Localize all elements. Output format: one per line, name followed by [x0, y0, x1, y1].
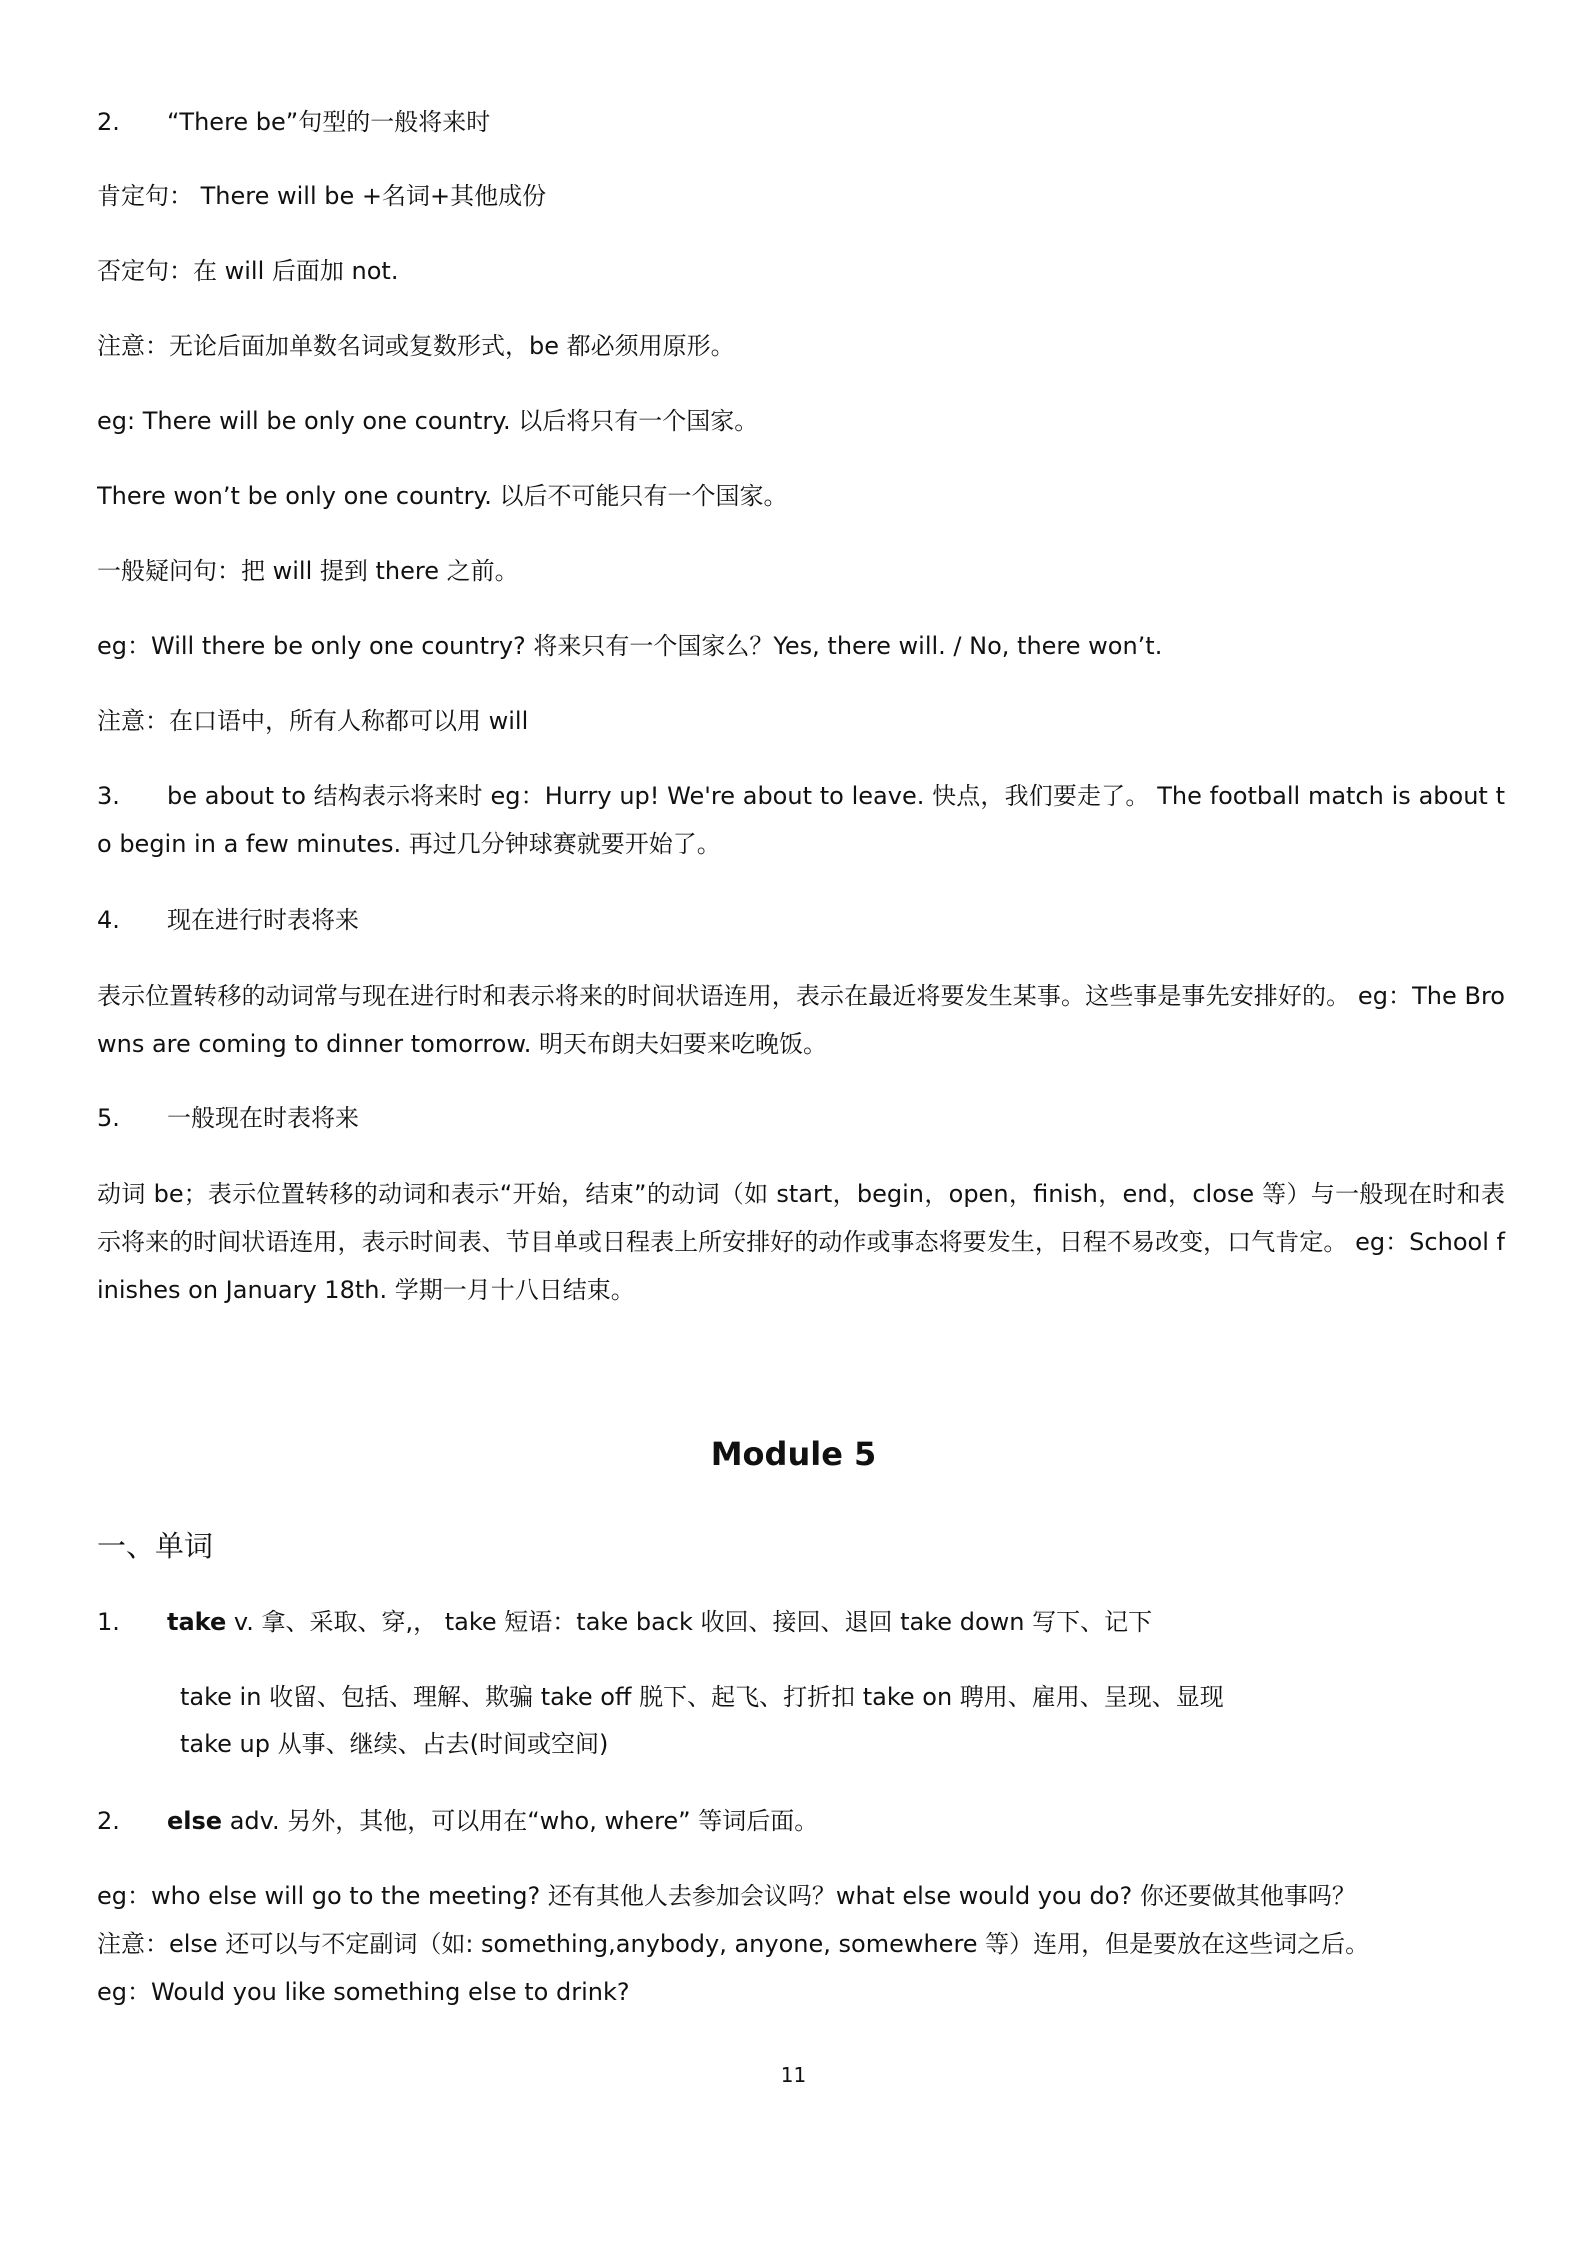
words-heading: 一、单词 [97, 1529, 214, 1563]
section-2-title [97, 98, 1505, 146]
section-5-title-text: 一般现在时表将来 [167, 1104, 359, 1132]
word-1-number: 1. [97, 1608, 120, 1636]
word-item-else [97, 1797, 1505, 1845]
module-title: Module 5 [710, 1435, 877, 1473]
negative-rule: 否定句：在 will 后面加 not. [97, 257, 399, 285]
example-question: eg：Will there be only one country? 将来只有一个国家么？Yes, there will. / No, there won’t. [97, 632, 1163, 660]
section-3-text: be about to 结构表示将来时 eg：Hurry up! We're about to leave. 快点，我们要走了。 The football match is about to begin in a few minutes. 再过几分钟球赛就要开始了。 [97, 782, 1505, 858]
section-2-number: 2. [97, 108, 120, 136]
word-2-term: else [167, 1807, 223, 1835]
question-rule: 一般疑问句：把 will 提到 there 之前。 [97, 557, 519, 585]
section-3-number: 3. [97, 782, 120, 810]
section-5-paragraph: 动词 be；表示位置转移的动词和表示“开始，结束”的动词（如 start，begin，open，finish，end，close 等）与一般现在时和表示将来的时间状语连用，表示时间表、节目单或日程表上所安排好的动作或事态将要发生，日程不易改变，口气肯定。 eg：School finishes on January 18th. 学期一月十八日结束。 [97, 1180, 1505, 1304]
section-5-number: 5. [97, 1104, 120, 1132]
affirmative-rule: 肯定句： There will be +名词+其他成份 [97, 182, 547, 210]
note-spoken-will: 注意：在口语中，所有人称都可以用 will [97, 707, 529, 735]
example-there-wont-be: There won’t be only one country. 以后不可能只有一个国家。 [97, 482, 788, 510]
word-2-number: 2. [97, 1807, 120, 1835]
section-3-paragraph [97, 772, 1505, 868]
section-4-title [97, 896, 1505, 944]
section-2-title-text: “There be”句型的一般将来时 [167, 108, 491, 136]
section-4-title-text: 现在进行时表将来 [167, 906, 359, 934]
else-example-1: eg：who else will go to the meeting? 还有其他人去参加会议吗？what else would you do? 你还要做其他事吗？ [97, 1882, 1356, 1910]
note-be-form: 注意：无论后面加单数名词或复数形式，be 都必须用原形。 [97, 332, 735, 360]
else-example-2: eg：Would you like something else to drink? [97, 1978, 630, 2006]
section-4-paragraph: 表示位置转移的动词常与现在进行时和表示将来的时间状语连用，表示在最近将要发生某事。这些事是事先安排好的。 eg：The Browns are coming to dinner tomorrow. 明天布朗夫妇要来吃晚饭。 [97, 982, 1505, 1058]
take-phrases-line-1: take in 收留、包括、理解、欺骗 take off 脱下、起飞、打折扣 take on 聘用、雇用、呈现、显现 [180, 1683, 1224, 1711]
take-phrases-line-2: take up 从事、继续、占去(时间或空间) [180, 1730, 609, 1758]
example-there-will-be: eg: There will be only one country. 以后将只有一个国家。 [97, 407, 759, 435]
page-number: 11 [780, 2063, 807, 2087]
word-2-definition: adv. 另外，其他，可以用在“who, where” 等词后面。 [222, 1807, 819, 1835]
word-1-term: take [167, 1608, 227, 1636]
else-note: 注意：else 还可以与不定副词（如: something,anybody, anyone, somewhere 等）连用，但是要放在这些词之后。 [97, 1930, 1370, 1958]
word-1-definition: v. 拿、采取、穿,， take 短语：take back 收回、接回、退回 take down 写下、记下 [226, 1608, 1153, 1636]
word-item-take [97, 1598, 1505, 1646]
section-4-number: 4. [97, 906, 120, 934]
section-5-title [97, 1094, 1505, 1142]
